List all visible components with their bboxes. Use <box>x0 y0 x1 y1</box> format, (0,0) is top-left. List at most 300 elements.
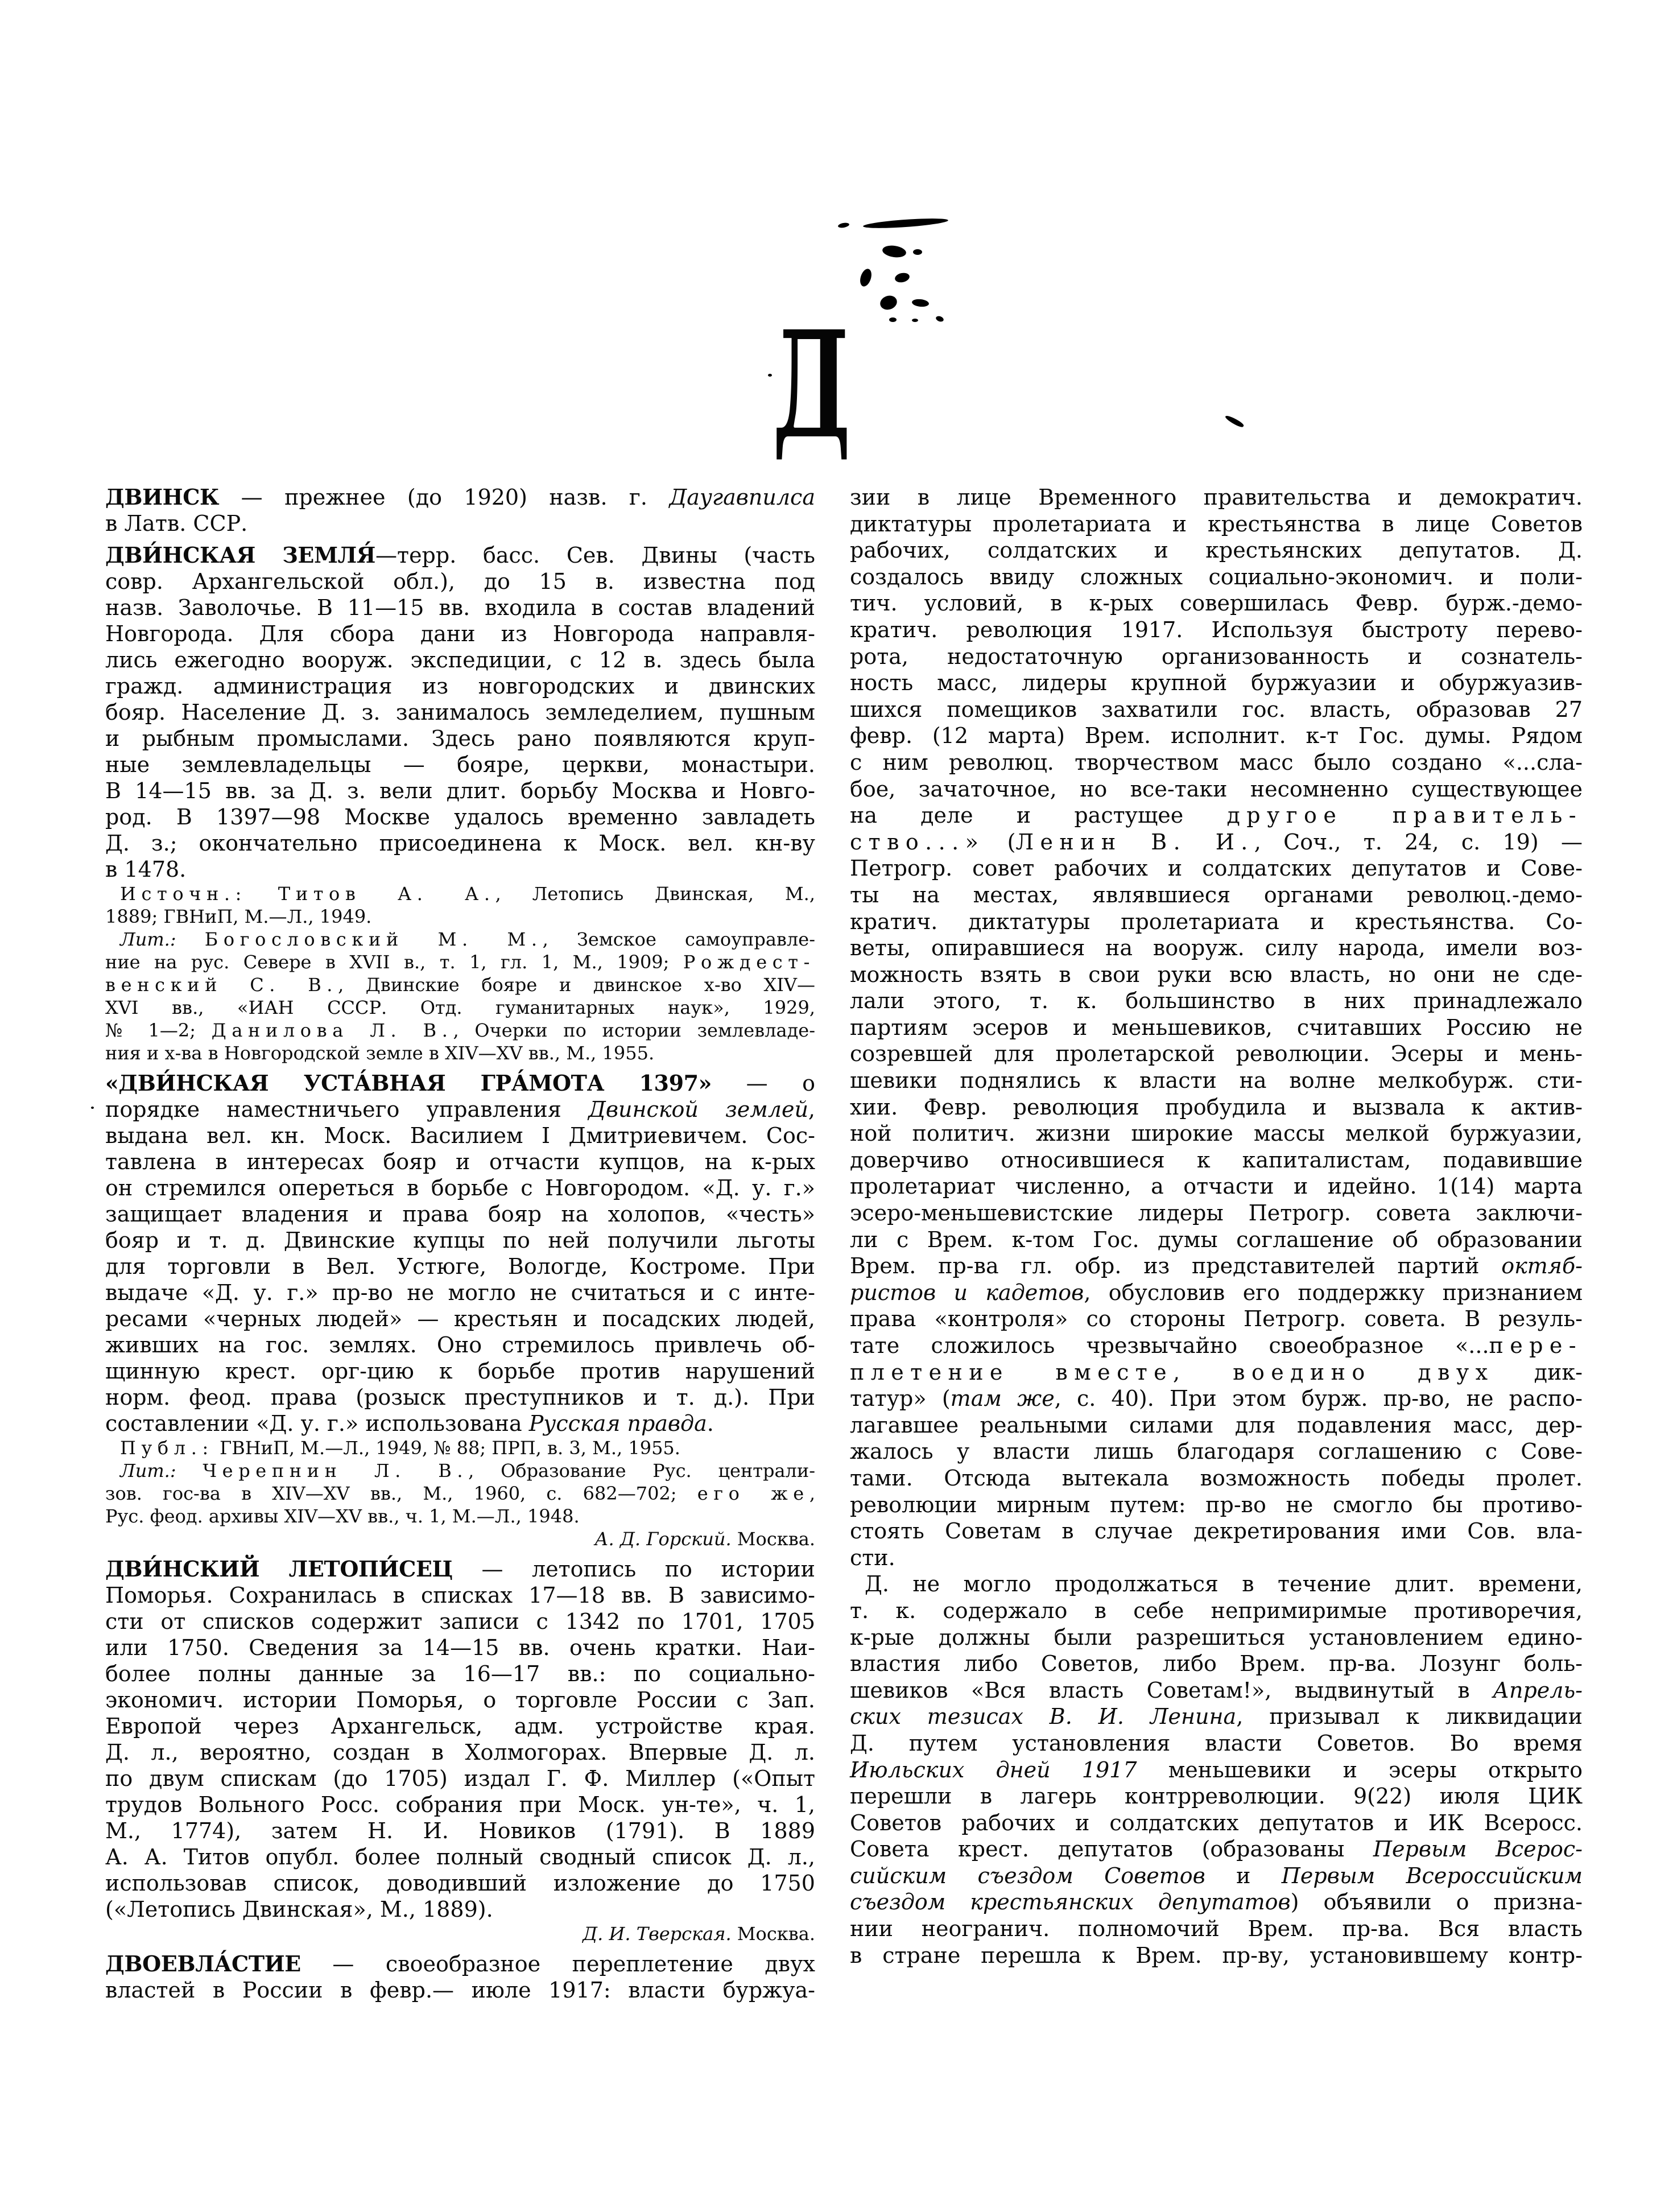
text-line <box>850 882 1583 909</box>
text-segment: другое правитель- <box>1226 803 1583 828</box>
text-segment: Советов рабочих и солдатских депутатов и ИК Всеросс. <box>850 1810 1583 1835</box>
entry-dvinsk <box>105 484 815 537</box>
text-segment: ние на рус. Севере в XVII в., т. 1, гл. 1, М., 1909; <box>105 951 683 973</box>
text-line <box>850 1385 1583 1412</box>
text-segment: , <box>809 1483 816 1504</box>
text-segment: порядке наместничьего управления <box>105 1097 589 1122</box>
text-line <box>850 1783 1583 1810</box>
text-segment: лись ежегодно вооруж. экспедиции, с 12 в. здесь была <box>105 647 815 672</box>
text-segment: ГВНиП, М.—Л., 1949, № 88; ПРП, в. 3, М., 1955. <box>213 1437 680 1459</box>
text-line <box>850 855 1583 882</box>
text-segment: рота, недостаточную организованность и сознатель- <box>850 643 1583 669</box>
text-segment: для торговли в Вел. Устюге, Вологде, Костроме. При <box>105 1254 815 1279</box>
ink-blot <box>912 319 918 322</box>
text-segment: ли с Врем. к-том Гос. думы соглашение об образовании <box>850 1227 1583 1252</box>
text-line <box>105 1792 815 1818</box>
ink-blot <box>889 317 897 322</box>
text-line <box>105 1739 815 1765</box>
text-segment: Д. не могло продолжаться в течение длит. времени, <box>865 1571 1583 1597</box>
entry-headword: ДВИ́НСКИЙ ЛЕТОПИ́СЕЦ <box>105 1556 453 1582</box>
ref-lit-2 <box>105 1459 815 1528</box>
text-segment: Первым Всерос- <box>1373 1837 1583 1862</box>
text-segment: щинную крест. орг-цию к борьбе против нарушений <box>105 1359 815 1384</box>
text-line <box>850 776 1583 803</box>
text-segment: использовав список, доводивший изложение до 1750 <box>105 1871 815 1896</box>
text-line <box>105 778 815 804</box>
text-line <box>105 1175 815 1201</box>
text-segment: шихся помещиков захватили гос. власть, образовав 27 <box>850 696 1583 722</box>
text-segment: стоять Советам в случае декретирования ими Сов. вла- <box>850 1518 1583 1544</box>
text-line <box>105 1201 815 1227</box>
text-line <box>850 1438 1583 1465</box>
text-line <box>105 1951 815 1977</box>
text-line <box>105 647 815 673</box>
text-line <box>850 1306 1583 1332</box>
text-segment: Апрель- <box>1493 1677 1583 1703</box>
text-segment: шевиков «Вся власть Советам!», выдвинутый в <box>850 1677 1493 1703</box>
text-segment: («Летопись Двинская», М., 1889). <box>105 1897 493 1922</box>
text-segment: в 1478. <box>105 857 187 882</box>
text-segment: , Двинские бояре и двинское х-во XIV— <box>338 974 815 996</box>
text-segment: Лит.: <box>120 1460 176 1481</box>
text-line <box>105 830 815 856</box>
text-segment: партиям эсеров и меньшевиков, считавших Россию не <box>850 1014 1583 1040</box>
text-segment: Источн.: <box>120 883 247 905</box>
text-line <box>850 1677 1583 1704</box>
text-line <box>105 510 815 537</box>
text-line <box>850 1889 1583 1916</box>
text-line <box>850 1545 1583 1571</box>
text-line <box>850 1173 1583 1200</box>
text-segment: кратич. революция 1917. Используя быстроту перево- <box>850 617 1583 642</box>
entry-headword: ДВИ́НСКАЯ ЗЕМЛЯ́ <box>105 542 376 568</box>
ink-speck <box>91 1107 94 1109</box>
ink-blot <box>911 298 929 307</box>
text-segment: его же <box>697 1483 809 1504</box>
text-segment: бояр и т. д. Двинские купцы по ней получили льготы <box>105 1228 815 1253</box>
text-segment: зов. гос-ва в XIV—XV вв., М., 1960, с. 682—702; <box>105 1483 697 1504</box>
text-segment: — о <box>712 1071 815 1096</box>
text-segment: татур» ( <box>850 1386 951 1412</box>
text-segment: , Образование Рус. централи- <box>468 1460 816 1481</box>
text-line <box>850 1041 1583 1067</box>
text-line <box>850 988 1583 1014</box>
text-segment: Июльских дней 1917 <box>850 1757 1137 1782</box>
text-segment: Даугавпилса <box>669 485 815 510</box>
text-line <box>105 1582 815 1608</box>
text-segment: Двинской землей <box>588 1097 808 1122</box>
text-segment: плетение вместе, воедино двух <box>850 1359 1494 1385</box>
text-segment: М., 1774), затем Н. И. Новиков (1791). В 1889 <box>105 1818 815 1843</box>
text-segment: род. В 1397—98 Москве удалось временно завладеть <box>105 804 815 830</box>
text-line <box>850 1359 1583 1386</box>
text-line <box>850 1624 1583 1651</box>
text-segment <box>176 1460 203 1481</box>
text-line <box>105 1358 815 1384</box>
para-dvoevlastie-2 <box>850 1571 1583 1968</box>
text-line <box>105 1437 815 1459</box>
text-line <box>850 1703 1583 1730</box>
text-line <box>105 1459 815 1482</box>
text-line <box>850 1332 1583 1359</box>
text-line <box>850 1571 1583 1598</box>
text-line <box>105 1635 815 1661</box>
text-segment: на деле и растущее <box>850 803 1227 828</box>
ink-blot <box>882 244 907 259</box>
text-segment: составлении «Д. у. г.» использована <box>105 1411 529 1436</box>
text-line <box>850 1492 1583 1518</box>
text-segment: и <box>1205 1863 1282 1888</box>
text-line <box>850 1757 1583 1784</box>
stray-ink-mark <box>1224 414 1245 429</box>
text-segment: ристов и кадетов <box>850 1280 1084 1305</box>
text-line <box>105 856 815 882</box>
ref-publ <box>105 1437 815 1459</box>
ink-blot <box>935 315 944 323</box>
text-segment: властей в России в февр.— июле 1917: власти буржуа- <box>105 1978 815 2003</box>
text-segment: более полны данные за 16—17 вв.: по социально- <box>105 1661 815 1686</box>
text-line <box>850 1916 1583 1942</box>
ink-blot <box>894 271 911 283</box>
text-line <box>105 1227 815 1253</box>
text-segment: выдана вел. кн. Моск. Василием I Дмитриевичем. Сос- <box>105 1123 815 1148</box>
signature-tverskaya <box>105 1922 815 1945</box>
text-segment: ских тезисах В. И. Ленина <box>850 1704 1237 1730</box>
text-line <box>850 617 1583 643</box>
text-segment: XVI вв., «ИАН СССР. Отд. гуманитарных наук», 1929, <box>105 997 815 1018</box>
text-line <box>105 1528 815 1550</box>
text-segment: кратич. диктатуры пролетариата и крестьянства. Со- <box>850 909 1583 934</box>
text-segment: дик- <box>1494 1359 1583 1385</box>
text-segment: — своеобразное переплетение двух <box>300 1951 815 1976</box>
text-line <box>850 1280 1583 1306</box>
text-line <box>105 725 815 752</box>
text-line <box>105 1332 815 1358</box>
text-segment: , с. 40). При этом бурж. пр-во, не распо- <box>1054 1386 1583 1412</box>
text-segment: Богословский М. М. <box>204 928 543 950</box>
text-segment: с ним революц. творчеством масс было создано «...сла- <box>850 749 1583 775</box>
text-segment <box>176 928 205 950</box>
text-segment: Первым Всероссийским <box>1281 1863 1583 1888</box>
text-segment: или 1750. Сведения за 14—15 вв. очень кратки. Наи- <box>105 1635 815 1660</box>
text-segment: № 1—2; <box>105 1020 212 1041</box>
text-segment: Петрогр. совет рабочих и солдатских депутатов и Сове- <box>850 856 1583 881</box>
text-line <box>105 1122 815 1149</box>
text-line <box>850 802 1583 829</box>
text-line <box>850 723 1583 749</box>
text-segment: защищает владения и права бояр на холопов, «честь» <box>105 1202 815 1227</box>
text-segment: в стране перешла к Врем. пр-ву, установившему контр- <box>850 1942 1583 1968</box>
text-segment: пролетариат численно, а отчасти и идейно. 1(14) марта <box>850 1174 1583 1199</box>
text-segment: Рус. феод. архивы XIV—XV вв., ч. 1, М.—Л., 1948. <box>105 1505 580 1527</box>
entry-headword: «ДВИ́НСКАЯ УСТА́ВНАЯ ГРА́МОТА 1397» <box>105 1070 712 1096</box>
text-line <box>105 804 815 830</box>
text-line <box>105 752 815 778</box>
text-line <box>105 1042 815 1064</box>
ink-blot <box>913 249 922 255</box>
text-segment: , Соч., т. 24, с. 19) — <box>1254 829 1583 855</box>
text-segment: , Летопись Двинская, М., <box>495 883 815 905</box>
text-line <box>105 1870 815 1896</box>
text-segment: меньшевики и эсеры открыто <box>1137 1757 1583 1782</box>
text-line <box>105 905 815 928</box>
left-column <box>105 484 815 2003</box>
text-line <box>105 928 815 951</box>
text-segment: права «контроля» со стороны Петрогр. совета. В резуль- <box>850 1306 1583 1332</box>
text-segment: совр. Архангельской обл.), до 15 в. известна под <box>105 569 815 594</box>
entry-headword: ДВОЕВЛА́СТИЕ <box>105 1951 301 1976</box>
text-segment: сти от списков содержит записи с 1342 по 1701, 1705 <box>105 1609 815 1634</box>
text-segment: лали этого, т. к. большинство в них принадлежало <box>850 988 1583 1014</box>
text-segment: , <box>808 1097 816 1122</box>
text-segment: ство...» <box>850 829 985 855</box>
text-segment: , Земское самоуправле- <box>542 928 816 950</box>
text-line <box>105 1070 815 1096</box>
text-line <box>105 1149 815 1175</box>
text-line <box>850 1227 1583 1253</box>
text-line <box>105 1922 815 1945</box>
text-segment <box>247 883 278 905</box>
text-line <box>105 568 815 595</box>
signature-gorsky <box>105 1528 815 1550</box>
text-segment: тич. условий, в к-рых совершилась Февр. бурж.-демо- <box>850 591 1583 616</box>
text-line <box>105 1765 815 1792</box>
text-segment: ты на местах, являвшиеся органами революц.-демо- <box>850 882 1583 907</box>
text-segment: ной политич. жизни широкие массы мелкой буржуазии, <box>850 1121 1583 1146</box>
text-line <box>850 1863 1583 1889</box>
entry-dvoevlastie <box>105 1951 815 2003</box>
text-segment: лагавшее реальными силами для подавления масс, дер- <box>850 1412 1583 1438</box>
text-line <box>105 1713 815 1739</box>
text-segment: октяб- <box>1501 1253 1583 1279</box>
text-line <box>105 1280 815 1306</box>
text-line <box>850 1412 1583 1439</box>
text-line <box>850 1014 1583 1041</box>
text-segment: норм. феод. права (розыск преступников и т. д.). При <box>105 1385 815 1410</box>
text-segment: , призывал к ликвидации <box>1236 1704 1583 1730</box>
text-line <box>105 1482 815 1505</box>
text-segment: Москва. <box>731 1528 815 1550</box>
para-dvoevlastie-continuation <box>850 484 1583 1571</box>
text-segment: , обусловив его поддержку признанием <box>1084 1280 1583 1305</box>
text-line <box>850 1147 1583 1174</box>
text-line <box>105 1896 815 1922</box>
entry-dvinsky-letopisets <box>105 1556 815 1922</box>
text-line <box>105 595 815 621</box>
text-line <box>850 643 1583 670</box>
text-line <box>105 1410 815 1437</box>
text-segment: бое, зачаточное, но все-таки несомненно существующее <box>850 776 1583 802</box>
text-segment: хии. Февр. революция пробудила и вызвала к актив- <box>850 1094 1583 1120</box>
text-line <box>850 484 1583 511</box>
entry-dvinskaya-zemlya <box>105 542 815 882</box>
text-segment: — летопись по истории <box>452 1557 815 1582</box>
text-line <box>850 1120 1583 1147</box>
text-segment: т. к. содержало в себе непримиримые противоречия, <box>850 1598 1583 1623</box>
ink-blot <box>878 294 899 312</box>
text-segment: рабочих, солдатских и крестьянских депутатов. Д. <box>850 538 1583 563</box>
text-segment: зии в лице Временного правительства и демократич. <box>850 485 1583 510</box>
text-line <box>850 1200 1583 1227</box>
text-line <box>105 882 815 905</box>
text-line <box>850 1810 1583 1837</box>
text-line <box>850 696 1583 723</box>
text-segment: сийским съездом Советов <box>850 1863 1205 1888</box>
text-line <box>850 670 1583 696</box>
ref-istochn <box>105 882 815 928</box>
text-line <box>850 537 1583 564</box>
text-segment: Черепнин Л. В. <box>203 1460 469 1481</box>
text-line <box>105 1687 815 1713</box>
text-segment: Москва. <box>731 1923 815 1945</box>
text-segment: он стремился опереться в борьбе с Новгородом. «Д. у. г.» <box>105 1175 815 1200</box>
text-segment: —терр. басс. Сев. Двины (часть <box>375 543 815 568</box>
text-segment: венский С. В. <box>105 974 338 996</box>
text-segment: сти. <box>850 1545 895 1570</box>
text-segment: перешли в лагерь контрреволюции. 9(22) июля ЦИК <box>850 1784 1583 1809</box>
text-line <box>105 996 815 1019</box>
text-segment: к-рые должны были разрешиться установлением едино- <box>850 1624 1583 1650</box>
text-segment: февр. (12 марта) Врем. исполнит. к-т Гос. думы. Рядом <box>850 723 1583 749</box>
text-line <box>105 1384 815 1410</box>
text-segment: ( <box>985 829 1016 855</box>
text-line <box>850 935 1583 961</box>
text-segment: съездом крестьянских депутатов <box>850 1889 1291 1915</box>
text-line <box>850 511 1583 538</box>
text-line <box>850 590 1583 617</box>
text-segment: В 14—15 вв. за Д. з. вели длит. борьбу Москва и Новго- <box>105 778 815 803</box>
ink-blot <box>837 222 849 228</box>
text-segment: Титов А. А. <box>278 883 495 905</box>
text-segment: бояр. Население Д. з. занималось земледелием, пушным <box>105 700 815 725</box>
text-line <box>105 1306 815 1332</box>
text-line <box>850 1836 1583 1863</box>
text-segment: Врем. пр-ва гл. обр. из представителей партий <box>850 1253 1502 1279</box>
text-segment: тавлена в интересах бояр и отчасти купцов, на к-рых <box>105 1149 815 1174</box>
text-segment: , Очерки по истории землевладе- <box>453 1020 816 1041</box>
text-line <box>105 973 815 996</box>
text-segment: там же <box>950 1386 1055 1412</box>
text-segment: Новгорода. Для сбора дани из Новгорода направля- <box>105 621 815 646</box>
text-segment: можность взять в свои руки всю власть, но они не сде- <box>850 961 1583 987</box>
text-segment: пере- <box>1489 1333 1583 1358</box>
entry-headword: ДВИНСК <box>105 484 220 510</box>
text-segment: Рождест- <box>683 951 815 973</box>
text-segment: созревшей для пролетарской революции. Эсеры и мень- <box>850 1041 1583 1067</box>
text-segment: ) объявили о призна- <box>1290 1889 1583 1915</box>
text-line <box>105 484 815 510</box>
ref-lit-1 <box>105 928 815 1064</box>
text-segment: Поморья. Сохранилась в списках 17—18 вв. В зависимо- <box>105 1583 815 1608</box>
text-line <box>850 961 1583 988</box>
text-segment: 1889; ГВНиП, М.—Л., 1949. <box>105 906 372 927</box>
text-line <box>105 699 815 725</box>
text-segment: Ленин В. И. <box>1015 829 1254 855</box>
text-segment: гражд. администрация из новгородских и двинских <box>105 674 815 699</box>
text-line <box>850 1465 1583 1492</box>
text-segment: и рыбным промыслами. Здесь рано появляются круп- <box>105 726 815 751</box>
text-segment: диктатуры пролетариата и крестьянства в лице Советов <box>850 511 1583 537</box>
ink-speck <box>768 374 772 377</box>
text-segment: тате сложилось чрезвычайно своеобразное «... <box>850 1333 1489 1358</box>
text-segment: Русская правда <box>528 1411 707 1436</box>
text-line <box>105 1556 815 1582</box>
text-line <box>105 1844 815 1870</box>
text-segment: выдаче «Д. у. г.» пр-во не могло не считаться и с инте- <box>105 1280 815 1305</box>
text-line <box>105 1253 815 1280</box>
text-segment: нии неогранич. полномочий Врем. пр-ва. Вся власть <box>850 1916 1583 1942</box>
text-line <box>105 1661 815 1687</box>
right-column <box>850 484 1583 1968</box>
text-line <box>850 749 1583 776</box>
text-line <box>105 621 815 647</box>
text-line <box>850 564 1583 591</box>
text-line <box>105 1096 815 1122</box>
text-line <box>105 1608 815 1635</box>
text-line <box>850 1598 1583 1624</box>
text-segment: тами. Отсюда вытекала возможность победы пролет. <box>850 1465 1583 1491</box>
text-line <box>105 542 815 568</box>
text-segment: Совета крест. депутатов (образованы <box>850 1837 1373 1862</box>
text-segment: по двум спискам (до 1705) издал Г. Ф. Миллер («Опыт <box>105 1766 815 1791</box>
text-segment: Д. И. Тверская. <box>583 1923 732 1945</box>
text-line <box>850 1730 1583 1757</box>
text-line <box>105 673 815 699</box>
text-segment: трудов Вольного Росс. собрания при Моск. ун-те», ч. 1, <box>105 1792 815 1817</box>
text-line <box>850 829 1583 856</box>
text-segment: революции мирным путем: пр-во не смогло бы противо- <box>850 1492 1583 1517</box>
text-segment: — прежнее (до 1920) назв. г. <box>219 485 670 510</box>
text-segment: властия либо Советов, либо Врем. пр-ва. Лозунг боль- <box>850 1651 1583 1677</box>
text-segment: Д. путем установления власти Советов. Во время <box>850 1730 1583 1756</box>
text-segment: Европой через Архангельск, адм. устройстве края. <box>105 1714 815 1739</box>
text-segment: веты, опиравшиеся на вооруж. силу народа, имели воз- <box>850 935 1583 961</box>
text-line <box>105 951 815 973</box>
text-segment: Данилова Л. В. <box>211 1020 453 1041</box>
text-line <box>850 1942 1583 1969</box>
text-segment: ные землевладельцы — бояре, церкви, монастыри. <box>105 752 815 777</box>
text-line <box>105 1818 815 1844</box>
text-segment: Публ.: <box>120 1437 214 1459</box>
text-segment: назв. Заволочье. В 11—15 вв. входила в состав владений <box>105 595 815 620</box>
entry-dvinskaya-ustavnaya-gramota <box>105 1070 815 1437</box>
text-line <box>105 1977 815 2003</box>
text-segment: . <box>707 1411 714 1436</box>
text-segment: Д. з.; окончательно присоединена к Моск. вел. кн-ву <box>105 831 815 856</box>
ink-blot <box>858 267 873 288</box>
text-segment: Лит.: <box>120 928 176 950</box>
text-segment: экономич. истории Поморья, о торговле России с Зап. <box>105 1687 815 1712</box>
text-line <box>850 1253 1583 1280</box>
text-line <box>105 1505 815 1528</box>
section-letter: Д <box>773 299 851 471</box>
text-segment: создалось ввиду сложных социально-экономич. и поли- <box>850 564 1583 589</box>
text-line <box>850 909 1583 935</box>
text-line <box>850 1067 1583 1094</box>
text-segment: ния и х-ва в Новгородской земле в XIV—XV вв., М., 1955. <box>105 1042 655 1064</box>
text-segment: ресами «черных людей» — крестьян и посадских людей, <box>105 1306 815 1331</box>
text-segment: А. Д. Горский. <box>594 1528 732 1550</box>
text-segment: жалось у власти лишь благодаря соглашению с Сове- <box>850 1439 1583 1464</box>
text-line <box>850 1650 1583 1677</box>
text-segment: ность масс, лидеры крупной буржуазии и обуржуазив- <box>850 670 1583 696</box>
text-segment: живших на гос. землях. Оно стремилось привлечь об- <box>105 1332 815 1357</box>
text-line <box>105 1019 815 1042</box>
text-line <box>850 1518 1583 1545</box>
ink-blot <box>863 217 949 230</box>
text-segment: Д. л., вероятно, создан в Холмогорах. Впервые Д. л. <box>105 1740 815 1765</box>
text-segment: доверчиво относившиеся к капиталистам, подавившие <box>850 1147 1583 1173</box>
